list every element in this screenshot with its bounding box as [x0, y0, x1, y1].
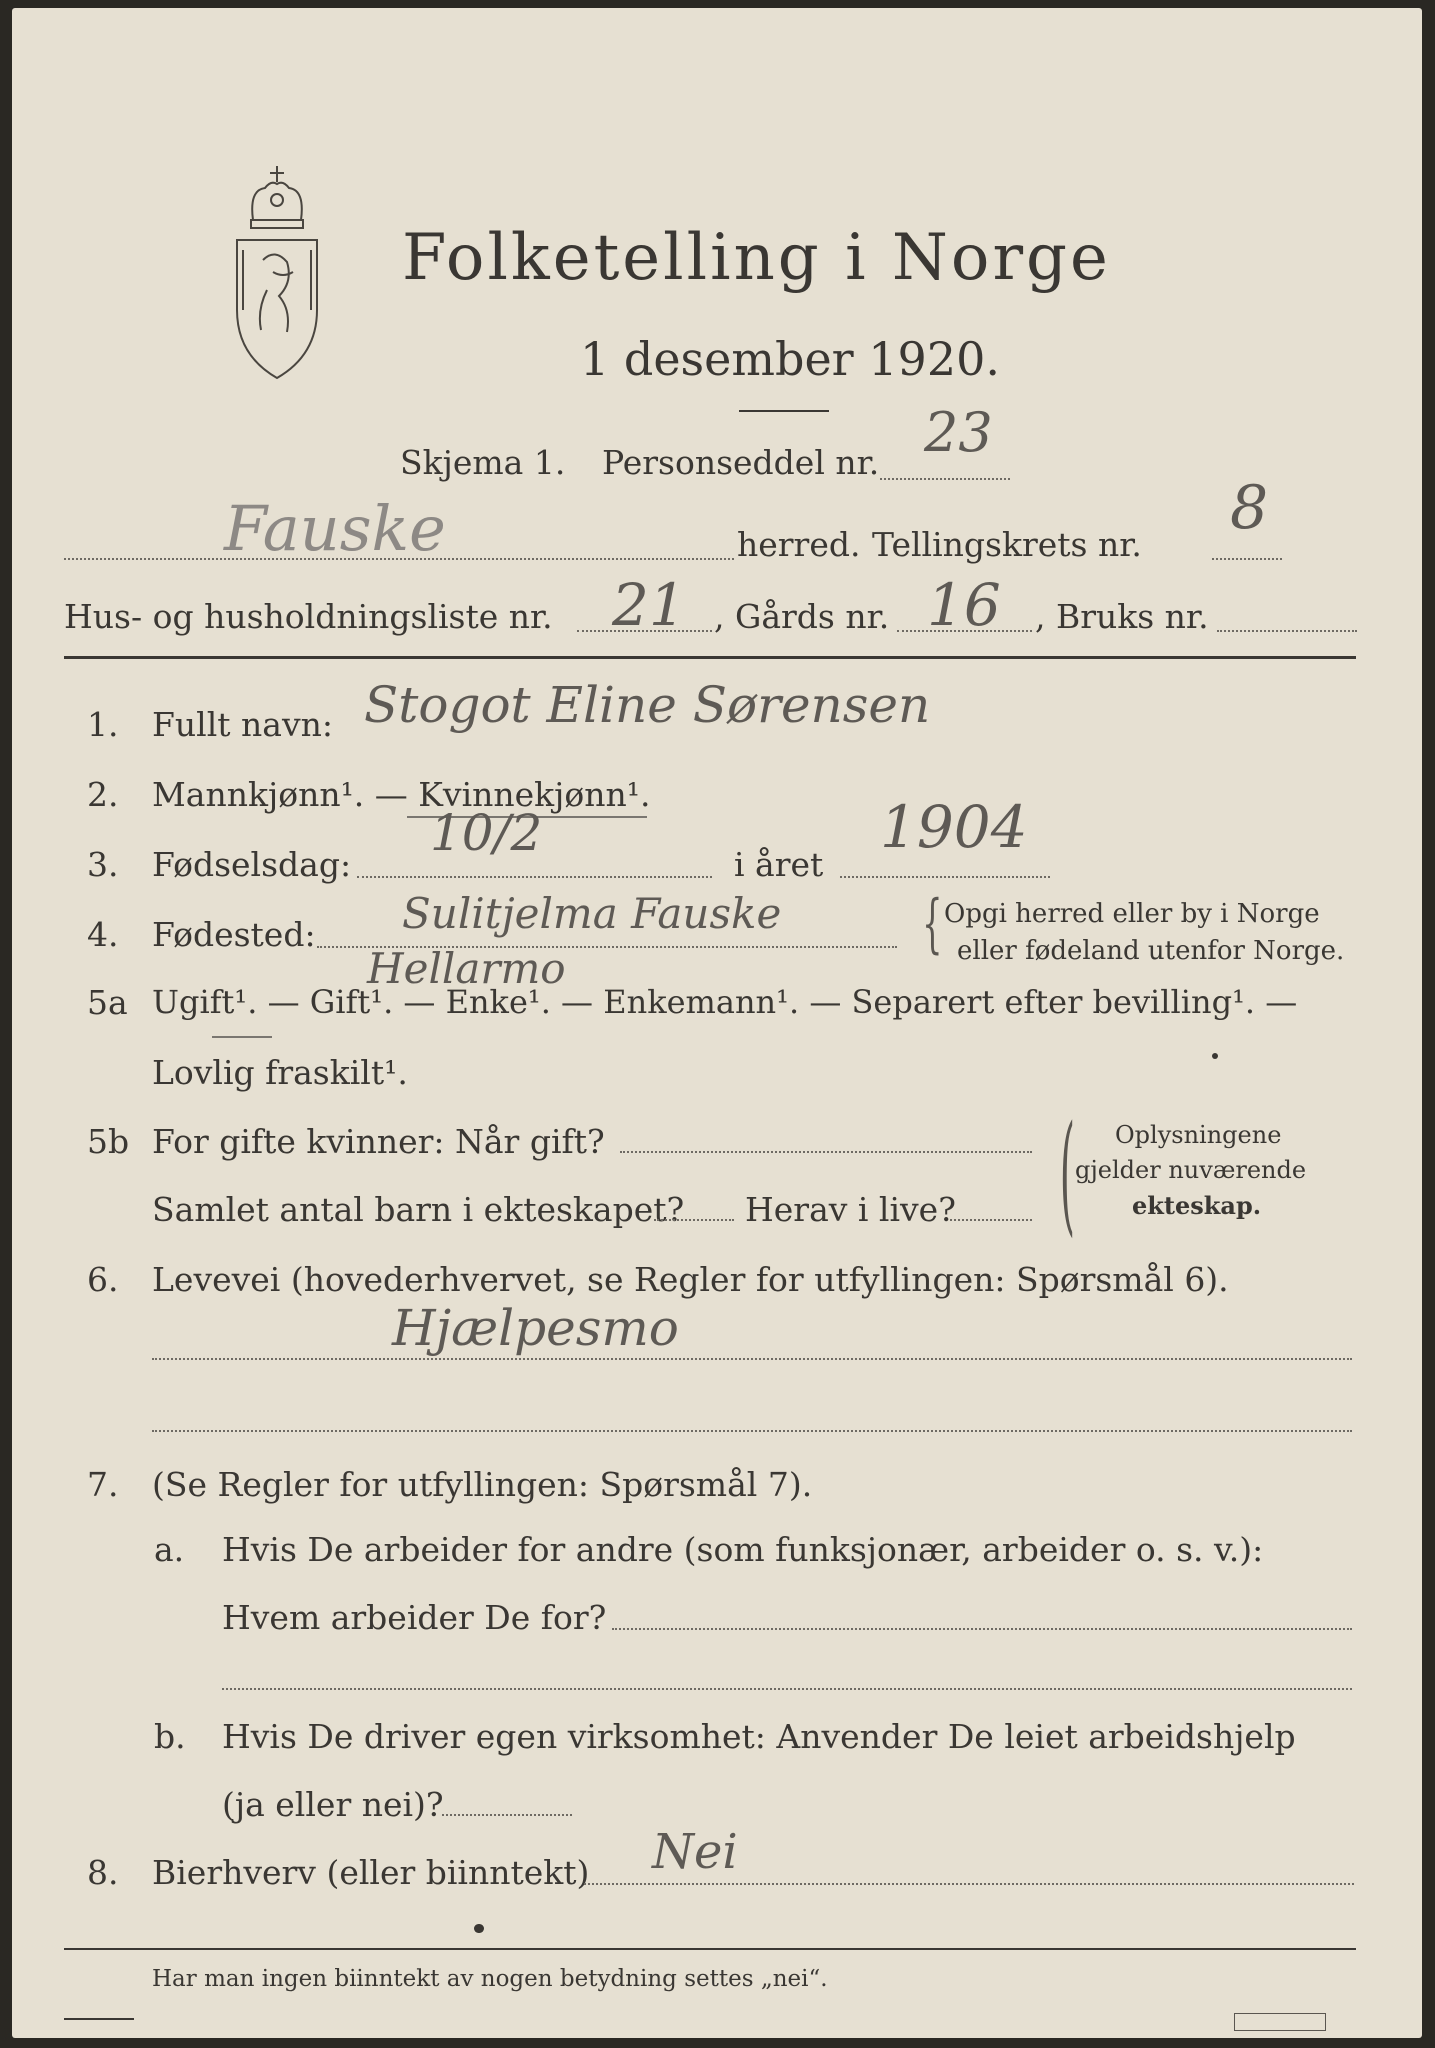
q4-value-2: Hellarmo [367, 944, 566, 993]
q8-value: Nei [652, 1824, 738, 1880]
tellingskrets-label: Tellingskrets nr. [872, 525, 1142, 564]
q5a-underline-mark [212, 1036, 272, 1038]
q5b-note-3: ekteskap. [1132, 1191, 1262, 1220]
q7a-line-extra [222, 1688, 1352, 1690]
q5a-number: 5a [87, 983, 128, 1022]
q4-note-1: Opgi herred eller by i Norge [944, 899, 1320, 929]
bruks-line [1217, 630, 1357, 632]
personseddel-label: Personseddel nr. [602, 443, 880, 482]
gards-value: 16 [927, 571, 1001, 639]
q6-line-2 [152, 1430, 1352, 1432]
q5b-line-2a: Samlet antal barn i ekteskapet? [152, 1190, 685, 1229]
q7a-line [612, 1628, 1352, 1630]
footer-note: Har man ingen biinntekt av nogen betydning settes „nei“. [152, 1966, 828, 1992]
q1-number: 1. [87, 705, 119, 744]
q8-line [584, 1883, 1354, 1885]
q5b-married-line [620, 1151, 1032, 1153]
q5b-number: 5b [87, 1122, 130, 1161]
hus-value: 21 [612, 571, 686, 639]
q7a-line-1: Hvis De arbeider for andre (som funksjonær, arbeider o. s. v.): [222, 1530, 1264, 1569]
q7b-line-2: (ja eller nei)? [222, 1785, 444, 1824]
q3-year-value: 1904 [880, 793, 1028, 861]
q7b-line-1: Hvis De driver egen virksomhet: Anvender De leiet arbeidshjelp [222, 1717, 1296, 1756]
ink-dot-2 [474, 1924, 484, 1933]
footer-separator [64, 1948, 1356, 1950]
q3-number: 3. [87, 845, 119, 884]
hus-label: Hus- og husholdningsliste nr. [64, 597, 553, 636]
q3-year-line [840, 876, 1050, 878]
q7b-letter: b. [154, 1717, 186, 1756]
printer-mark-box [1234, 2013, 1326, 2031]
q5a-line-2: Lovlig fraskilt¹. [152, 1053, 408, 1092]
q5b-children-line [654, 1219, 734, 1221]
q4-label: Fødested: [152, 915, 316, 954]
q5b-line-2b: Herav i live? [745, 1190, 956, 1229]
q7-label: (Se Regler for utfyllingen: Spørsmål 7). [152, 1465, 813, 1504]
personseddel-value: 23 [924, 401, 993, 464]
skjema-label: Skjema 1. [400, 443, 566, 482]
q7a-letter: a. [154, 1530, 185, 1569]
form-title: Folketelling i Norge [402, 221, 1111, 295]
q4-note-brace: { [922, 887, 943, 961]
q6-number: 6. [87, 1260, 119, 1299]
q2-number: 2. [87, 775, 119, 814]
q5a-line-1: Ugift¹. — Gift¹. — Enke¹. — Enkemann¹. — Separert efter bevilling¹. — [152, 983, 1298, 1021]
census-form [12, 8, 1422, 2038]
tellingskrets-value: 8 [1230, 473, 1269, 543]
q8-label: Bierhverv (eller biinntekt) [152, 1853, 590, 1892]
q3-line [357, 876, 712, 878]
q3-label: Fødselsdag: [152, 845, 352, 884]
q8-number: 8. [87, 1853, 119, 1892]
gards-label: , Gårds nr. [714, 597, 890, 636]
q2-label: Mannkjønn¹. — Kvinnekjønn¹. [152, 775, 651, 814]
q4-note-2: eller fødeland utenfor Norge. [957, 936, 1345, 966]
herred-label: herred. [737, 525, 861, 564]
q4-number: 4. [87, 915, 119, 954]
q5b-line-1: For gifte kvinner: Når gift? [152, 1122, 605, 1161]
herred-line [64, 558, 734, 560]
personseddel-line [880, 478, 1010, 480]
footer-rule-short [64, 2018, 134, 2020]
header-separator [64, 656, 1356, 659]
q6-value: Hjælpesmo [392, 1299, 679, 1357]
q7a-line-2: Hvem arbeider De for? [222, 1598, 607, 1637]
q6-line-1 [152, 1358, 1352, 1360]
q5b-alive-line [950, 1219, 1032, 1221]
title-divider [739, 410, 829, 412]
q4-value: Sulitjelma Fauske [402, 889, 782, 938]
ink-dot [1212, 1053, 1218, 1059]
census-date: 1 desember 1920. [580, 332, 1000, 386]
q5b-note-2: gjelder nuværende [1075, 1156, 1307, 1184]
coat-of-arms-emblem [227, 160, 327, 385]
q3-year-label: i året [734, 845, 824, 884]
q5b-note-brace: ( [1059, 1097, 1075, 1249]
q7b-line [442, 1814, 572, 1816]
q1-value: Stogot Eline Sørensen [364, 676, 931, 734]
q1-label: Fullt navn: [152, 705, 333, 744]
q5b-note-1: Oplysningene [1115, 1121, 1282, 1149]
q6-label: Levevei (hovederhvervet, se Regler for utfyllingen: Spørsmål 6). [152, 1260, 1229, 1299]
tellingskrets-line [1212, 558, 1282, 560]
q3-value: 10/2 [430, 804, 543, 862]
bruks-label: , Bruks nr. [1035, 597, 1209, 636]
herred-value: Fauske [224, 492, 446, 565]
q7-number: 7. [87, 1465, 119, 1504]
